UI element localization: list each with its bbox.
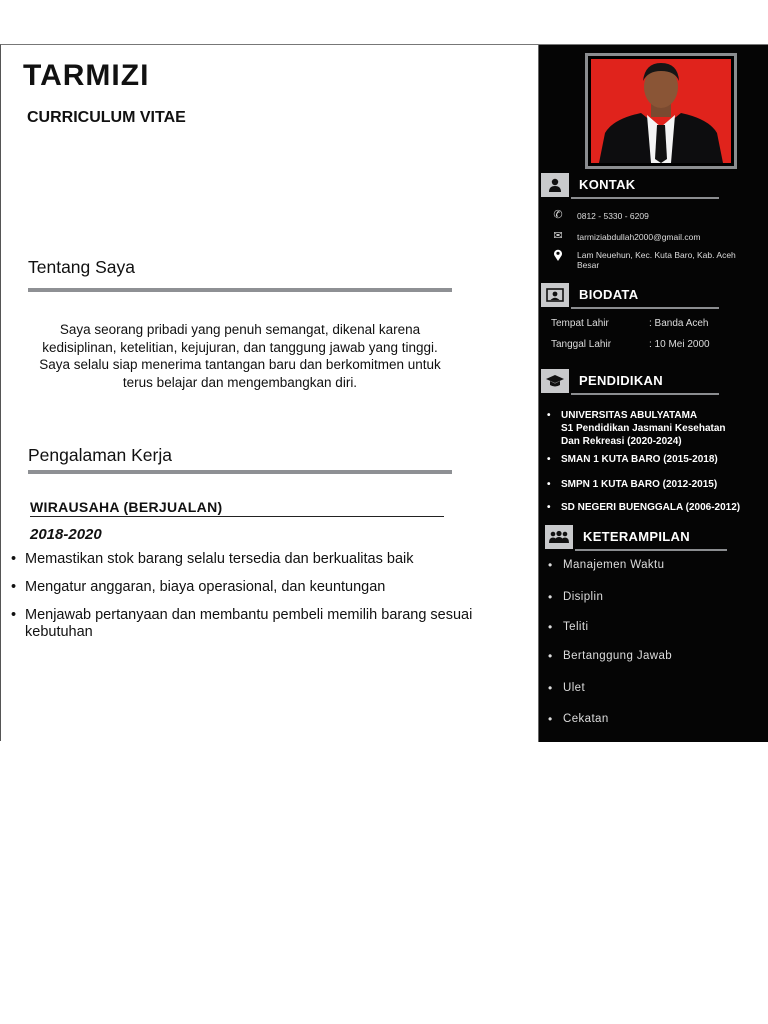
contact-heading: [541, 173, 719, 199]
about-text: Saya seorang pribadi yang penuh semangat, dikenal karena kedisiplinan, ketelitian, kejujuran, dan tanggung jawab yang tinggi. Saya selalu siap menerima tantangan baru dan berkomitmen untuk terus belajar dan mengembangkan diri.: [39, 322, 441, 390]
skill-label: Manajemen Waktu: [563, 559, 665, 571]
profile-photo: [591, 59, 731, 163]
experience-divider: [28, 470, 452, 474]
education-line: SMPN 1 KUTA BARO (2012-2015): [561, 479, 718, 490]
cv-main-column: [1, 45, 539, 742]
contact-phone: 0812 - 5330 - 6209: [577, 211, 649, 221]
biodata-value: : Banda Aceh: [649, 318, 709, 329]
skill-label: Disiplin: [563, 591, 604, 603]
profile-photo-frame: [585, 53, 737, 169]
skills-title: KETERAMPILAN: [583, 529, 690, 544]
biodata-label: Tanggal Lahir: [551, 339, 612, 350]
education-title: PENDIDIKAN: [579, 373, 663, 388]
skill-label: Bertanggung Jawab: [563, 650, 673, 662]
skills-heading: [545, 525, 727, 551]
about-title: Tentang Saya: [28, 257, 136, 277]
biodata-heading-line: [571, 307, 719, 309]
contact-address: Lam Neuehun, Kec. Kuta Baro, Kab. Aceh Besar: [577, 250, 736, 270]
experience-title: Pengalaman Kerja: [28, 445, 172, 465]
skill-label: Teliti: [563, 621, 589, 633]
cv-name: TARMIZI: [23, 59, 150, 92]
job-duties-list: [11, 551, 521, 652]
education-line: SMAN 1 KUTA BARO (2015-2018): [561, 454, 718, 465]
phone-icon: ✆: [553, 209, 563, 221]
biodata-heading: [541, 283, 719, 309]
education-line: S1 Pendidikan Jasmani Kesehatan: [561, 423, 726, 434]
contact-title: KONTAK: [579, 177, 636, 192]
graduation-cap-icon: [541, 369, 569, 393]
skills-heading-line: [575, 549, 727, 551]
cv-sidebar: KONTAK ✆ 0812 - 5330 - 6209 ✉ tarmiziabdullah2000@gmail.com Lam Neuehun, Kec. Kuta Baro, Kab. Aceh Besar BIODATA Tempat Lahir : Banda Aceh Tanggal Lahir : 10 Mei 2000 PENDIDIKAN • UNIVERSITAS ABULYATAMA S1 Pendidikan Jasmani Kesehatan Dan Rekreasi (2020-2024) • SMAN 1 KUTA BARO (2015-2018) • SMPN 1 KUTA BARO (2012-2015) • SD NEGERI BUENGGALA (2006-2012) KETERAMPILAN • Manajemen Waktu • Disiplin • Teliti • Bertanggung Jawab • Ulet • Cekatan: [539, 45, 768, 742]
skill-label: Ulet: [563, 682, 586, 694]
cv-subtitle: CURRICULUM VITAE: [27, 109, 186, 126]
job-title: WIRAUSAHA (BERJUALAN): [30, 499, 444, 517]
user-icon: [541, 173, 569, 197]
education-line: Dan Rekreasi (2020-2024): [561, 436, 682, 447]
biodata-title: BIODATA: [579, 287, 639, 302]
biodata-label: Tempat Lahir: [551, 318, 609, 329]
job-years: 2018-2020: [30, 526, 102, 543]
contact-email: tarmiziabdullah2000@gmail.com: [577, 232, 701, 242]
list-item: • Menjawab pertanyaan dan membantu pembeli memilih barang sesuai kebutuhan: [11, 607, 521, 641]
education-heading: [541, 369, 719, 395]
skill-label: Cekatan: [563, 713, 609, 725]
biodata-value: : 10 Mei 2000: [649, 339, 710, 350]
location-pin-icon: [551, 249, 565, 263]
education-heading-line: [571, 393, 719, 395]
education-line: UNIVERSITAS ABULYATAMA: [561, 410, 698, 421]
education-line: SD NEGERI BUENGGALA (2006-2012): [561, 502, 741, 513]
mail-icon: ✉: [553, 230, 563, 242]
group-icon: [545, 525, 573, 549]
id-card-icon: [541, 283, 569, 307]
about-divider: [28, 288, 452, 292]
cv-document: [0, 44, 768, 741]
list-item: • Mengatur anggaran, biaya operasional, dan keuntungan: [11, 579, 521, 596]
list-item: • Memastikan stok barang selalu tersedia dan berkualitas baik: [11, 551, 521, 568]
contact-heading-line: [571, 197, 719, 199]
